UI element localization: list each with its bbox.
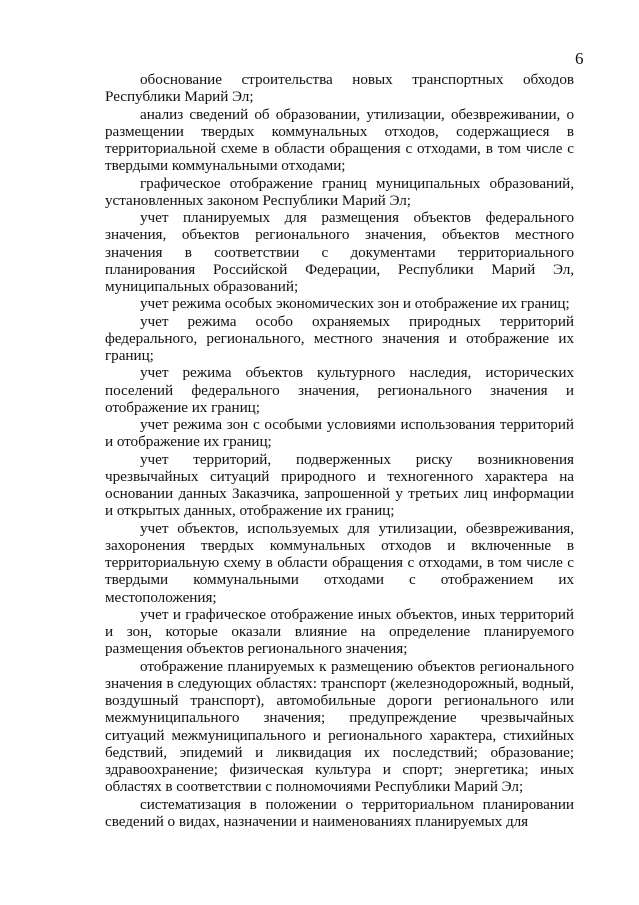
paragraph-regional-objects: отображение планируемых к размещению объектов регионального значения в следующих областях: транспорт (железнодорожный, водный, воздушный транспорт), автомобильные дороги регионального или межмуниципального значения; предупреждение чрезвычайных ситуаций межмуниципального и регионального характера, стихийных бедствий, эпидемий и ликвидация их последствий; образование; здравоохранение; физическая культура и спорт; энергетика; иных областях в соответствии с полномочиями Республики Марий Эл; <box>105 657 574 796</box>
paragraph-protected-areas: учет режима особо охраняемых природных территорий федерального, регионального, местного значения и отображение их границ; <box>105 312 574 364</box>
paragraph-municipal-borders: графическое отображение границ муниципальных образований, установленных законом Республики Марий Эл; <box>105 174 574 209</box>
paragraph-planned-objects: учет планируемых для размещения объектов федерального значения, объектов регионального значения, объектов местного значения в соответствии с документами территориального планирования Российской Федерации, Республики Марий Эл, муниципальных образований; <box>105 209 574 295</box>
paragraph-special-zones: учет режима зон с особыми условиями использования территорий и отображение их границ; <box>105 416 574 451</box>
paragraph-other-objects: учет и графическое отображение иных объектов, иных территорий и зон, которые оказали влияние на определение планируемого размещения объектов регионального значения; <box>105 605 574 658</box>
paragraph-cultural-heritage: учет режима объектов культурного наследия, исторических поселений федерального значения, регионального значения и отображение их границ; <box>105 364 574 416</box>
paragraph-emergency-risk: учет территорий, подверженных риску возникновения чрезвычайных ситуаций природного и техногенного характера на основании данных Заказчика, запрошенной у третьих лиц информации и открытых данных, отображение их границ; <box>105 450 574 520</box>
paragraph-transport-bypasses: обоснование строительства новых транспортных обходов Республики Марий Эл; <box>105 71 574 106</box>
paragraph-waste-objects: учет объектов, используемых для утилизации, обезвреживания, захоронения твердых коммунальных отходов и включенные в территориальную схему в области обращения с отходами, в том числе с твердыми коммунальными отходами с отображением их местоположения; <box>105 519 574 606</box>
paragraph-waste-analysis: анализ сведений об образовании, утилизации, обезвреживании, о размещении твердых коммунальных отходов, содержащиеся в территориальной схеме в области обращения с отходами, в том числе с твердыми коммунальными отходами; <box>105 105 574 175</box>
paragraph-systematization: систематизация в положении о территориальном планировании сведений о видах, назначении и наименованиях планируемых для <box>105 795 574 830</box>
body-text <box>105 71 574 830</box>
paragraph-economic-zones: учет режима особых экономических зон и отображение их границ; <box>140 295 570 313</box>
page-number: 6 <box>575 49 584 68</box>
